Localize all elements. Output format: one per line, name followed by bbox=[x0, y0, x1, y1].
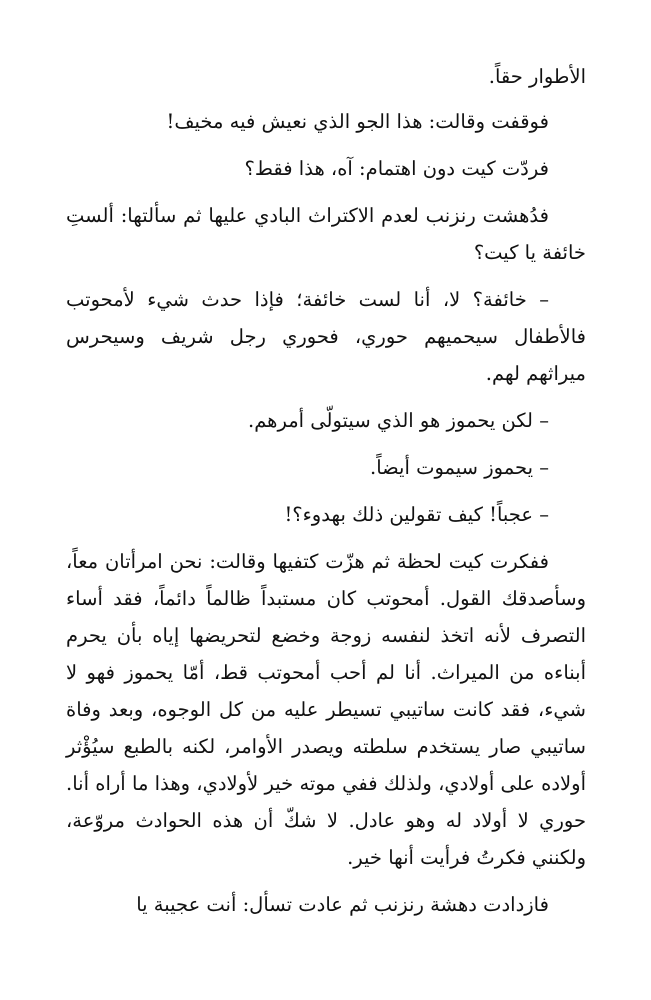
text-line: شيء، فقد كانت ساتيبي تسيطر عليه من كل الوجوه، وبعد وفاة bbox=[66, 698, 586, 721]
book-page bbox=[66, 58, 586, 933]
paragraph-9 bbox=[66, 543, 586, 876]
text-line: أساء التصرف لأنه اتخذ لنفسه زوجة وخضع لتحريضها إياه بأن bbox=[66, 587, 586, 647]
text-line: ساتيبي صار يستخدم سلطته ويصدر الأوامر، لكنه بالطبع سيُؤْثر bbox=[66, 735, 586, 758]
text-line: – لكن يحموز هو الذي سيتولّى أمرهم. bbox=[248, 409, 549, 432]
paragraph-6 bbox=[66, 402, 586, 439]
paragraph-8 bbox=[66, 496, 586, 533]
text-line: أراه أنا. حوري لا أولاد له وهو عادل. لا شكّ أن هذه الحوادث bbox=[66, 772, 586, 832]
text-line: فردّت كيت دون اهتمام: آه، هذا فقط؟ bbox=[244, 157, 549, 180]
paragraph-10 bbox=[66, 886, 586, 923]
text-line: ألستِ خائفة يا كيت؟ bbox=[66, 204, 586, 264]
paragraph-5 bbox=[66, 281, 586, 392]
text-line: فازدادت دهشة رنزنب ثم عادت تسأل: أنت عجيبة يا bbox=[136, 893, 549, 916]
text-line: يحرم أبناءه من الميراث. أنا لم أحب أمحوتب قط، أمّا يحموز فهو لا bbox=[66, 624, 586, 684]
text-line: ففكرت كيت لحظة ثم هزّت كتفيها وقالت: نحن امرأتان bbox=[104, 550, 549, 573]
text-line: أولاده على أولادي، ولذلك ففي موته خير لأولادي، وهذا ما bbox=[132, 772, 587, 795]
text-line: فوقفت وقالت: هذا الجو الذي نعيش فيه مخيف! bbox=[166, 110, 549, 133]
text-line: فالأطفال سيحميهم حوري، فحوري رجل شريف وسيحرس bbox=[66, 325, 586, 348]
paragraph-4 bbox=[66, 197, 586, 271]
text-line: معاً، وسأصدقك القول. أمحوتب كان مستبداً ظالماً دائماً، فقد bbox=[66, 550, 586, 610]
text-line: ميراثهم لهم. bbox=[485, 362, 586, 385]
text-line: فدُهشت رنزنب لعدم الاكتراث البادي عليها ثم سألتها: bbox=[120, 204, 549, 227]
text-line: – خائفة؟ لا، أنا لست خائفة؛ فإذا حدث شيء لأمحوتب bbox=[66, 288, 549, 311]
paragraph-1 bbox=[66, 58, 586, 95]
text-line: – عجباً! كيف تقولين ذلك بهدوء؟! bbox=[284, 503, 549, 526]
text-line: مروّعة، ولكنني فكرتُ فرأيت أنها خير. bbox=[66, 809, 586, 869]
paragraph-3 bbox=[66, 150, 586, 187]
paragraph-7 bbox=[66, 449, 586, 486]
paragraph-2 bbox=[66, 103, 586, 140]
text-line: الأطوار حقاً. bbox=[488, 65, 586, 88]
text-line: – يحموز سيموت أيضاً. bbox=[370, 456, 549, 479]
